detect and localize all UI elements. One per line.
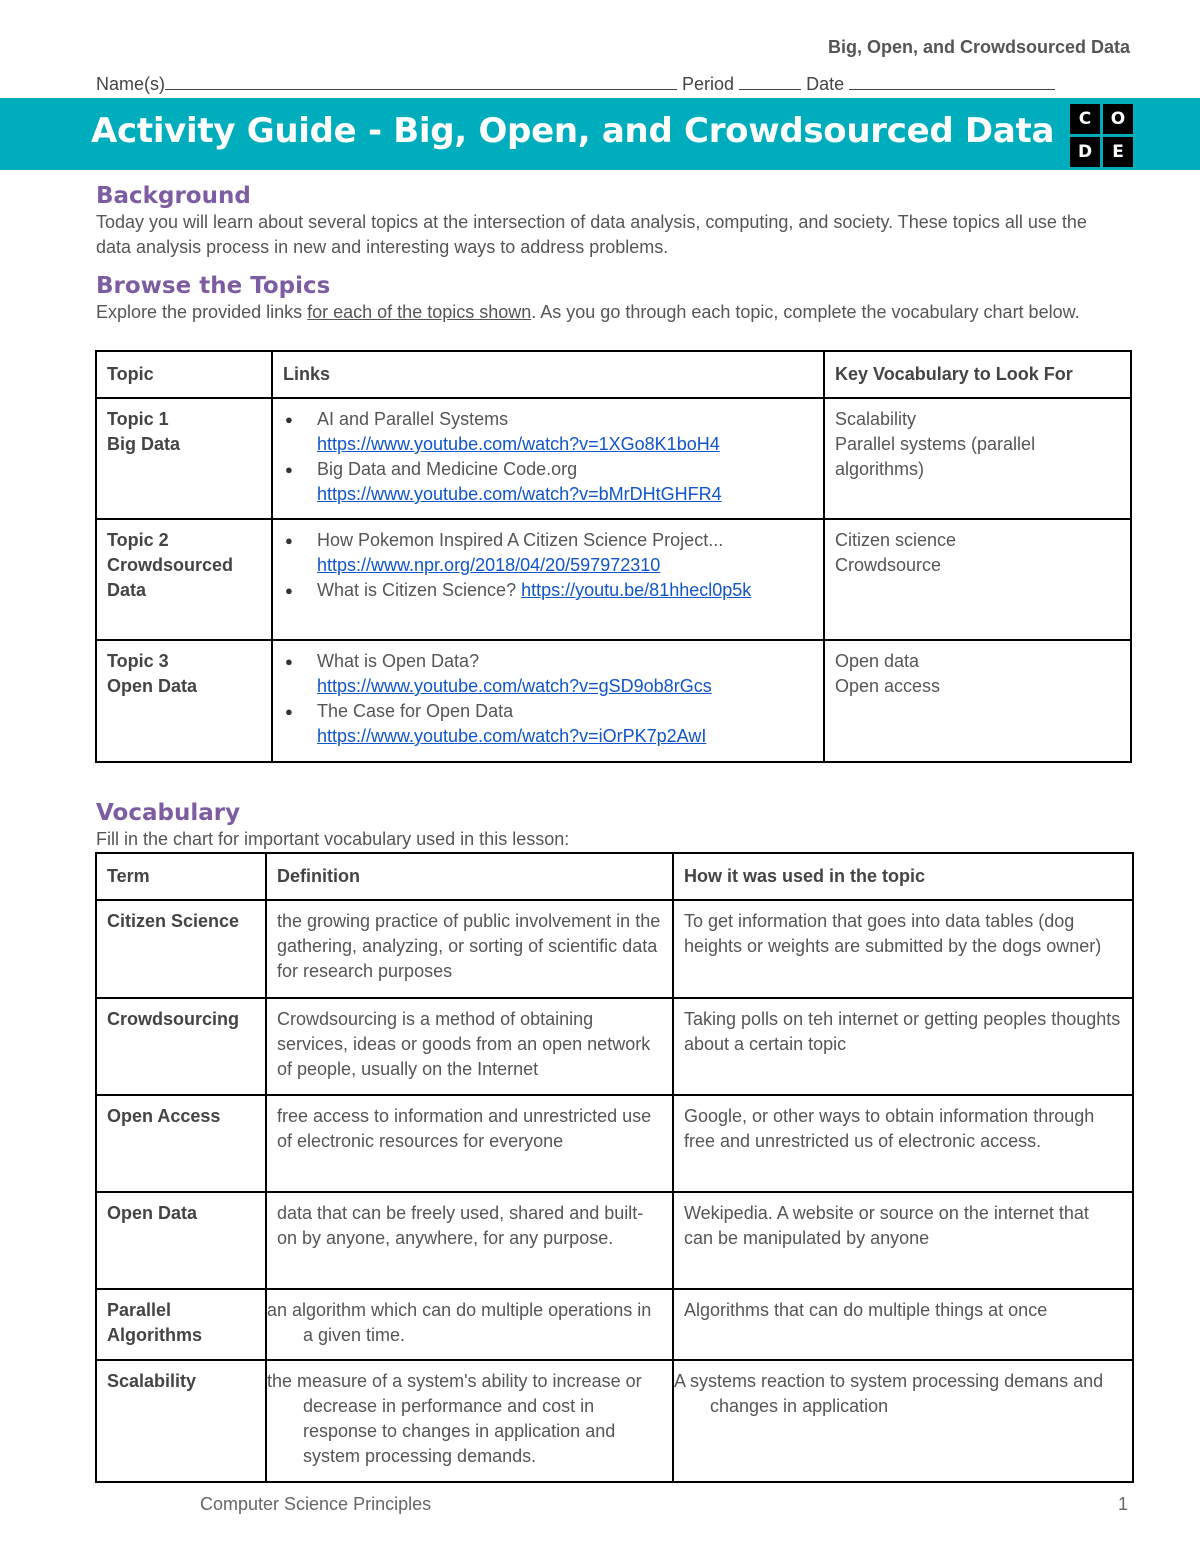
column-header: Term [96,853,266,900]
link-title: What is Citizen Science? [317,580,522,600]
name-blank[interactable] [165,74,677,90]
topic-name: Big Data [107,434,181,454]
video-link[interactable]: https://www.youtube.com/watch?v=gSD9ob8rGcs [317,676,712,696]
topic-cell [96,519,272,640]
logo-letter: O [1103,104,1133,134]
usage-cell[interactable]: Wekipedia. A website or source on the internet that can be manipulated by anyone [673,1192,1133,1289]
table-header-row [96,351,1131,398]
usage-cell[interactable]: Algorithms that can do multiple things at once [673,1289,1133,1360]
table-row [96,1095,1133,1192]
page-title: Activity Guide - Big, Open, and Crowdsourced Data [91,111,1055,151]
list-item [283,649,813,699]
term-cell: Scalability [96,1360,266,1482]
list-item [283,578,813,603]
logo-letter: C [1070,104,1100,134]
link-title: ● What is Open Data? [317,651,480,671]
column-header: Key Vocabulary to Look For [824,351,1131,398]
background-text: Today you will learn about several topics at the intersection of data analysis, computing, and society. These topics all use the data analysis process in new and interesting ways to address problems. [96,212,1087,257]
term-cell: Crowdsourcing [96,998,266,1095]
links-cell [272,640,824,762]
table-row [96,398,1131,519]
link-title: ● AI and Parallel Systems [317,409,509,429]
browse-text-part: Explore the provided links [96,302,308,322]
topic-number: Topic 1 [107,409,169,429]
article-link[interactable]: https://www.npr.org/2018/04/20/597972310 [317,555,661,575]
topic-name: Open Data [107,676,198,696]
vocab-cell [824,519,1131,640]
vocabulary-table [95,852,1134,1483]
code-logo [1070,104,1134,168]
usage-cell[interactable]: Google, or other ways to obtain information through free and unrestricted us of electronic access. [673,1095,1133,1192]
video-link[interactable]: https://www.youtube.com/watch?v=bMrDHtGHFR4 [317,484,722,504]
definition-cell[interactable]: an algorithm which can do multiple operations in a given time. [266,1289,673,1360]
name-label: Name(s) [96,74,166,94]
table-row [96,998,1133,1095]
list-item [283,407,813,457]
title-banner [0,98,1200,170]
table-row [96,519,1131,640]
browse-text-part: . As you go through each topic, complete the vocabulary chart below. [531,302,1080,322]
name-period-date-line [96,74,1055,95]
topic-name: Crowdsourced Data [107,555,234,600]
vocab-word: Crowdsource [835,555,942,575]
list-item [283,699,813,749]
topic-cell [96,640,272,762]
vocab-word: Parallel systems (parallel algorithms) [835,434,1036,479]
period-blank[interactable] [739,74,801,90]
date-blank[interactable] [849,74,1055,90]
list-item [283,457,813,507]
video-link[interactable]: https://www.youtube.com/watch?v=iOrPK7p2AwI [317,726,707,746]
document-header-title: Big, Open, and Crowdsourced Data [827,37,1130,57]
definition-cell[interactable]: free access to information and unrestricted use of electronic resources for everyone [266,1095,673,1192]
topic-number: Topic 3 [107,651,169,671]
definition-cell[interactable]: the measure of a system's ability to increase or decrease in performance and cost in response to changes in application and system processing demands. [266,1360,673,1482]
topics-table [95,350,1132,763]
browse-text-underlined: for each of the topics shown [307,302,532,322]
vocab-cell [824,640,1131,762]
definition-cell[interactable]: the growing practice of public involvement in the gathering, analyzing, or sorting of scientific data for research purposes [266,900,673,998]
link-title: ● How Pokemon Inspired A Citizen Science Project... [317,530,724,550]
table-header-row [96,853,1133,900]
vocab-word: Open data [835,651,920,671]
vocabulary-text: Fill in the chart for important vocabulary used in this lesson: [96,829,570,849]
column-header: Links [272,351,824,398]
vocab-word: Open access [835,676,941,696]
table-row [96,1360,1133,1482]
usage-cell[interactable]: A systems reaction to system processing demans and changes in application [673,1360,1133,1482]
table-row [96,1192,1133,1289]
table-row [96,640,1131,762]
vocab-word: Scalability [835,409,917,429]
page-number: 1 [1118,1494,1129,1514]
topic-number: Topic 2 [107,530,169,550]
footer-course: Computer Science Principles [200,1494,432,1514]
browse-heading: Browse the Topics [96,273,331,299]
term-cell: Open Data [96,1192,266,1289]
term-cell: Open Access [96,1095,266,1192]
date-label: Date [806,74,845,94]
link-title: ● The Case for Open Data [317,701,514,721]
logo-letter: E [1103,137,1133,167]
video-link[interactable]: https://youtu.be/81hhecl0p5k [521,580,752,600]
definition-cell[interactable]: Crowdsourcing is a method of obtaining services, ideas or goods from an open network of people, usually on the Internet [266,998,673,1095]
background-heading: Background [96,183,251,209]
vocab-word: Citizen science [835,530,957,550]
browse-text [96,300,1126,325]
column-header: Topic [96,351,272,398]
definition-cell[interactable]: data that can be freely used, shared and built-on by anyone, anywhere, for any purpose. [266,1192,673,1289]
links-cell [272,519,824,640]
term-cell: Citizen Science [96,900,266,998]
list-item [283,528,813,578]
usage-cell[interactable]: To get information that goes into data tables (dog heights or weights are submitted by the dogs owner) [673,900,1133,998]
term-cell: Parallel Algorithms [96,1289,266,1360]
column-header: How it was used in the topic [673,853,1133,900]
video-link[interactable]: https://www.youtube.com/watch?v=1XGo8K1boH4 [317,434,720,454]
link-title: ● Big Data and Medicine Code.org [317,459,578,479]
logo-letter: D [1070,137,1100,167]
period-label: Period [682,74,735,94]
table-row [96,1289,1133,1360]
vocabulary-heading: Vocabulary [96,800,241,826]
links-cell [272,398,824,519]
column-header: Definition [266,853,673,900]
usage-cell[interactable]: Taking polls on teh internet or getting peoples thoughts about a certain topic [673,998,1133,1095]
vocab-cell [824,398,1131,519]
topic-cell [96,398,272,519]
table-row [96,900,1133,998]
